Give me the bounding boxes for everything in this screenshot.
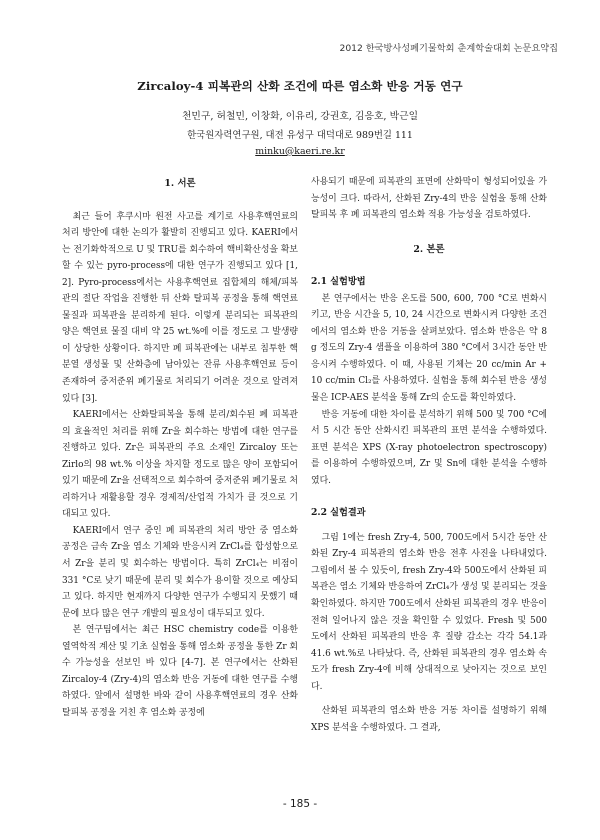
intro-paragraph-3: KAERI에서 연구 중인 폐 피복관의 처리 방안 중 염소화 공정은 금속 Zr을 염소 기체와 반응시켜 ZrCl₄를 합성함으로서 Zr을 분리 및 회수하는 방법이다. 특히 ZrCl₄는 비점이 331 °C로 낮기 때문에 분리 및 회수가 용이할 것으로 예상되고 있다. 하지만 현재까지 다양한 연구가 수행되지 못했기 때문에 보다 많은 연구 개발의 필요성이 대두되고 있다. [62, 525, 298, 619]
running-header: 2012 한국방사성폐기물학회 춘계학술대회 논문요약집 [339, 43, 558, 54]
section-heading-introduction: 1. 서론 [164, 178, 196, 189]
results-paragraph-1: 그림 1에는 fresh Zry-4, 500, 700도에서 5시간 동안 산화된 Zry-4 피복관의 염소화 반응 전후 사진을 나타내었다. 그림에서 볼 수 있듯이, fresh Zry-4와 500도에서 산화된 피복관은 염소 기체와 반응하여 ZrCl₄가 생성 및 분리되는 것을 확인하였다. 하지만 700도에서 산화된 피복관의 경우 반응이 전혀 일어나지 않은 것을 확인할 수 있었다. Fresh 및 500 도에서 산화된 피복관의 반응 후 질량 감소는 각각 54.1과 41.6 wt.%로 나타났다. 즉, 산화된 피복관의 경우 염소화 속도가 fresh Zry-4에 비해 상대적으로 낮아지는 것으로 보인다. [311, 532, 547, 692]
page-number: - 185 - [282, 798, 318, 810]
results-paragraph-2: 산화된 피복관의 염소화 반응 거동 차이를 설명하기 위해 XPS 분석을 수행하였다. 그 결과, [311, 706, 547, 733]
subsection-heading-results: 2.2 실험결과 [311, 507, 366, 519]
right-column [311, 174, 547, 736]
intro-paragraph-4: 본 연구팀에서는 최근 HSC chemistry code를 이용한 열역학적 계산 및 기초 실험을 통해 염소화 공정을 통한 Zr 회수 가능성을 선보인 바 있다 [4-7]. 본 연구에서는 산화된 Zircaloy-4 (Zry-4)의 염소화 반응 거동에 대한 연구를 수행하였다. 앞에서 설명한 바와 같이 사용후핵연료의 경우 산화탈피복 공정을 거친 후 염소화 공정에 [62, 625, 298, 718]
section-heading-body: 2. 본론 [413, 243, 445, 255]
left-column [62, 174, 298, 722]
intro-continuation: 사용되기 때문에 피복관의 표면에 산화막이 형성되어있을 가능성이 크다. 따라서, 산화된 Zry-4의 반응 실험을 통해 산화탈피복 후 폐 피복관의 염소화 적용 가능성을 검토하였다. [311, 177, 547, 221]
email-text[interactable]: minku@kaeri.re.kr [255, 146, 345, 157]
paper-title: Zircaloy-4 피복관의 산화 조건에 따른 염소화 반응 거동 연구 [137, 79, 463, 93]
methods-paragraph-1: 본 연구에서는 반응 온도를 500, 600, 700 °C로 변화시키고, 반응 시간을 5, 10, 24 시간으로 변화시켜 다양한 조건에서의 염소화 반응 거동을 살펴보았다. 염소화 반응은 약 8 g 정도의 Zry-4 샘플을 이용하여 380 °C에서 3시간 동안 반응시켜 수행하였다. 이 때, 사용된 기체는 20 cc/min Ar + 10 cc/min Cl₂를 사용하였다. 실험을 통해 회수된 반응 생성물은 ICP-AES 분석을 통해 Zr의 순도를 확인하였다. [311, 293, 547, 404]
intro-paragraph-1: 최근 들어 후쿠시마 원전 사고를 계기로 사용후핵연료의 처리 방안에 대한 논의가 활발히 진행되고 있다. KAERI에서는 전기화학적으로 U 및 TRU를 회수하여 핵비확산성을 확보할 수 있는 pyro-process에 대한 연구가 진행되고 있다 [1, 2]. Pyro-process에서는 사용후핵연료 집합체의 해체/피복관의 절단 작업을 진행한 뒤 산화 탈피복 공정을 통해 핵연료 물질과 피복관을 분리하게 된다. 이렇게 분리되는 피복관의 양은 핵연료 물질 대비 약 25 wt.%에 이를 정도로 그 발생량이 상당한 상황이다. 하지만 폐 피복관에는 내부로 침투한 핵분열 생성물 및 산화층에 남아있는 잔류 사용후핵연료 등이 존재하여 중저준위 폐기물로 처리되기 어려운 것으로 알려져 있다 [3]. [62, 211, 298, 404]
methods-paragraph-2: 반응 거동에 대한 차이를 분석하기 위해 500 및 700 °C에서 5 시간 동안 산화시킨 피복관의 표면 분석을 수행하였다. 표면 분석은 XPS (X-ray photoelectron spectroscopy)를 이용하여 수행하였으며, Zr 및 Sn에 대한 분석을 수행하였다. [311, 409, 547, 486]
subsection-heading-methods: 2.1 실험방법 [311, 276, 366, 288]
contact-email [0, 146, 600, 157]
affiliation: 한국원자력연구원, 대전 유성구 대덕대로 989번길 111 [187, 130, 413, 141]
author-list: 천민구, 허철민, 이창화, 이유리, 강권호, 김응호, 박근일 [181, 111, 419, 122]
intro-paragraph-2: KAERI에서는 산화탈피복을 통해 분리/회수된 폐 피복관의 효율적인 처리를 위해 Zr을 회수하는 방법에 대한 연구를 진행하고 있다. Zr은 피복관의 주요 소재인 Zircaloy 또는 Zirlo의 98 wt.% 이상을 차지할 정도로 많은 양이 포함되어 있기 때문에 Zr을 선택적으로 회수하여 중저준위 폐기물로 처리하거나 재활용할 경우 경제적/산업적 가치가 클 것으로 기대되고 있다. [62, 410, 298, 520]
